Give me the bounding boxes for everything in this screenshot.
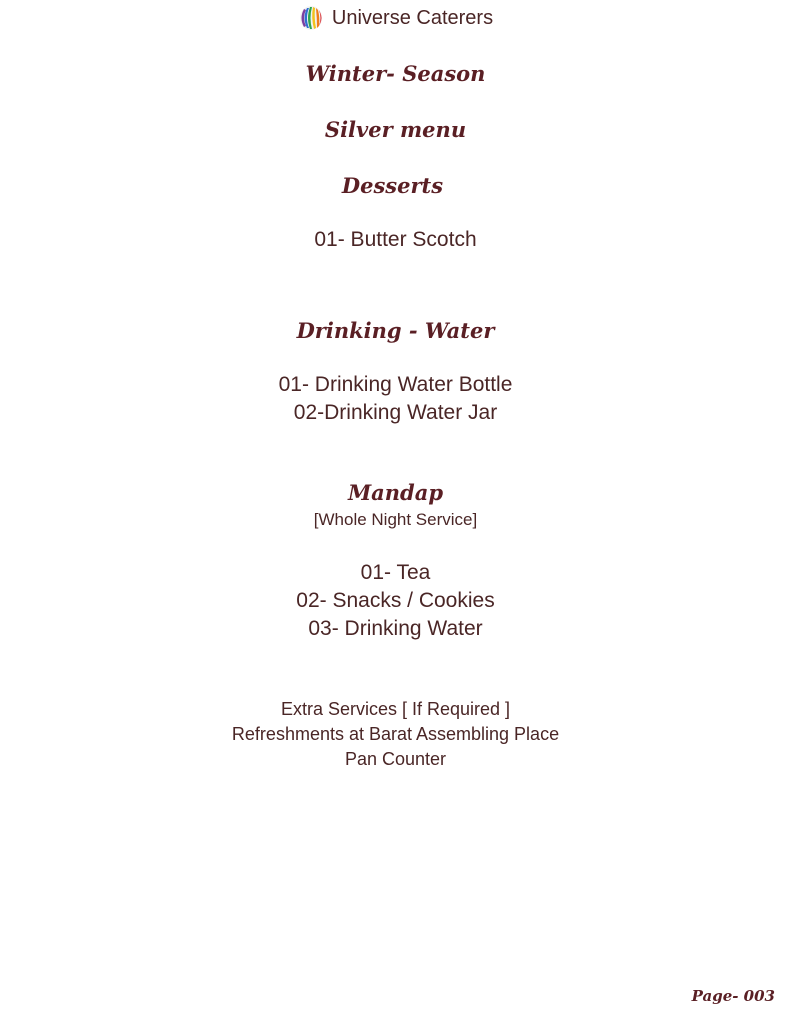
extra-service-item: Refreshments at Barat Assembling Place [231, 724, 560, 744]
extra-services-heading: Extra Services [ If Required ] [280, 699, 511, 719]
drinking-water-item: 02-Drinking Water Jar [293, 401, 498, 424]
drinking-water-item: 01- Drinking Water Bottle [278, 373, 513, 396]
mandap-item: 01- Tea [360, 561, 431, 584]
page-header [0, 4, 791, 32]
mandap-subheading: [Whole Night Service] [313, 510, 478, 529]
drinking-water-heading: Drinking - Water [296, 318, 495, 343]
dessert-item: 01- Butter Scotch [314, 228, 477, 251]
mandap-item: 03- Drinking Water [308, 617, 483, 640]
extra-service-item: Pan Counter [344, 749, 447, 769]
mandap-heading: Mandap [347, 480, 444, 505]
desserts-heading: Desserts [341, 173, 444, 198]
rainbow-globe-logo-icon [298, 4, 324, 32]
menu-title: Silver menu [324, 117, 467, 142]
mandap-item: 02- Snacks / Cookies [296, 589, 495, 612]
brand-name: Universe Caterers [331, 6, 494, 29]
season-title: Winter- Season [305, 61, 486, 86]
page-number: Page- 003 [691, 987, 775, 1005]
